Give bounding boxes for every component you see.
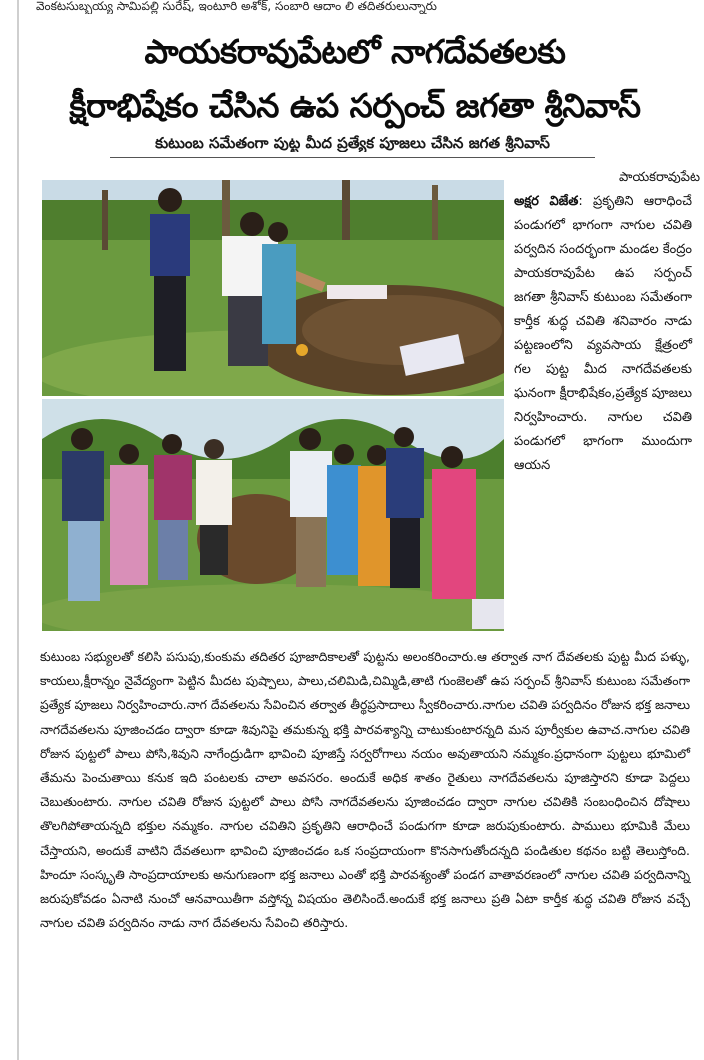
photo-pooja-at-anthill-graphic <box>42 180 504 396</box>
article-lead-paragraph: : ప్రకృతిని ఆరాధించే పండుగలో భాగంగా నాగుల చవితి పర్వదిన సందర్భంగా మండల కేంద్రం పాయకరావుపేట ఉప సర్పంచ్ జగతా శ్రీనివాస్ కుటుంబ సమేతంగా కార్తీక శుద్ధ చవితి శనివారం నాడు పట్టణంలోని వ్యవసాయ క్షేత్రంలో గల పుట్ట మీద నాగదేవతలకు ఘనంగా క్షీరాభిషేకం,ప్రత్యేక పూజలు నిర్వహించారు. నాగుల చవితి పండుగలో భాగంగా ముందుగా ఆయన <box>514 194 693 473</box>
previous-article-tail: వెంకటసుబ్బయ్య సామిపల్లి సురేష్, ఇంటూరి అశోక్, సంబారి ఆదాం లి తదితరులున్నారు <box>36 0 437 13</box>
photo-pooja-at-anthill <box>42 180 504 396</box>
subheadline: కుటుంబ సమేతంగా పుట్ట మీద ప్రత్యేక పూజలు చేసిన జగత శ్రీనివాస్ <box>155 134 550 152</box>
dateline: పాయకరావుపేట <box>619 170 700 185</box>
headline-line-1: పాయకరావుపేటలో నాగదేవతలకు <box>144 32 566 71</box>
photo-family-group <box>42 399 504 631</box>
article-column-text <box>514 190 692 478</box>
headline-line-2: క్షీరాభిషేకం చేసిన ఉప సర్పంచ్ జగతా శ్రీనివాస్ <box>69 86 641 125</box>
photo-family-group-graphic <box>42 399 504 631</box>
subheadline-underline <box>110 157 595 158</box>
byline: అక్షర విజేత <box>514 194 579 209</box>
article-body-text: కుటుంబ సభ్యులతో కలిసి పసుపు,కుంకుమ తదితర పూజాదికాలతో పుట్టను అలంకరించారు.ఆ తర్వాత నాగ దేవతలకు పుట్ట మీద పళ్ళు, కాయలు,క్షీరాన్నం నైవేద్యంగా పెట్టిన మీదట పుష్పాలు, పాలు,చలిమిడి,చిమ్మిడి,తాటి గుంజెలతో ఉప సర్పంచ్ శ్రీనివాస్ కుటుంబ సమేతంగా ప్రత్యేక పూజలు నిర్వహించారు.నాగ దేవతలను సేవించిన తర్వాత తీర్థప్రసాదాలు స్వీకరించారు.నాగుల చవితి పర్వదినం రోజున భక్త జనాలు నాగదేవతలను పూజించడం ద్వారా కూడా శివునిపై తమకున్న భక్తి పారవశ్యాన్ని చాటుకుంటారన్నది మన పూర్వీకుల ఉవాచ.నాగుల చవితి రోజున పుట్టలో పాలు పోసి,శివుని నాగేంద్రుడిగా భావించి పూజిస్తే సర్వరోగాలు నయం అవుతాయని నమ్మకం.ప్రధానంగా పుట్టలు భూమిలో తేమను పెంచుతాయి కనుక ఇది పంటలకు చాలా అవసరం. అందుకే అధిక శాతం రైతులు నాగదేవతలను పూజిస్తారని కూడా పెద్దలు చెబుతుంటారు. నాగుల చవితి రోజున పుట్టలో పాలు పోసి నాగదేవతలను పూజించడం ద్వారా నాగుల చవితికి సంబంధించిన దోషాలు తొలగిపోతాయన్నది భక్తుల నమ్మకం. నాగుల చవితిని ప్రకృతిని ఆరాధించే పండుగగా కూడా జరుపుకుంటారు. పాములు భూమికి మేలు చేస్తాయని, అందుకే వాటిని దేవతలుగా భావించి పూజించడం ఒక సంప్రదాయంగా కొనసాగుతోందన్నది పండితుల కథనం బట్టి తెలుస్తోంది. హిందూ సంస్కృతి సాంప్రదాయాలకు అనుగుణంగా భక్త జనాలు ఎంతో భక్తి పారవశ్యంతో పండగ వాతావరణంలో నాగుల చవితి పర్వదినాన్ని జరుపుకోవడం ఏనాటి నుంచో ఆనవాయితీగా వస్తోన్న విషయం తెలిసిందే.అందుకే భక్త జనాలు ప్రతి ఏటా కార్తీక శుద్ధ చవితి రోజున వచ్చే నాగుల చవితి పర్వదినం నాడు నాగ దేవతలను సేవించి తరిస్తారు. <box>40 649 691 931</box>
page-edge-rule <box>17 0 19 1060</box>
